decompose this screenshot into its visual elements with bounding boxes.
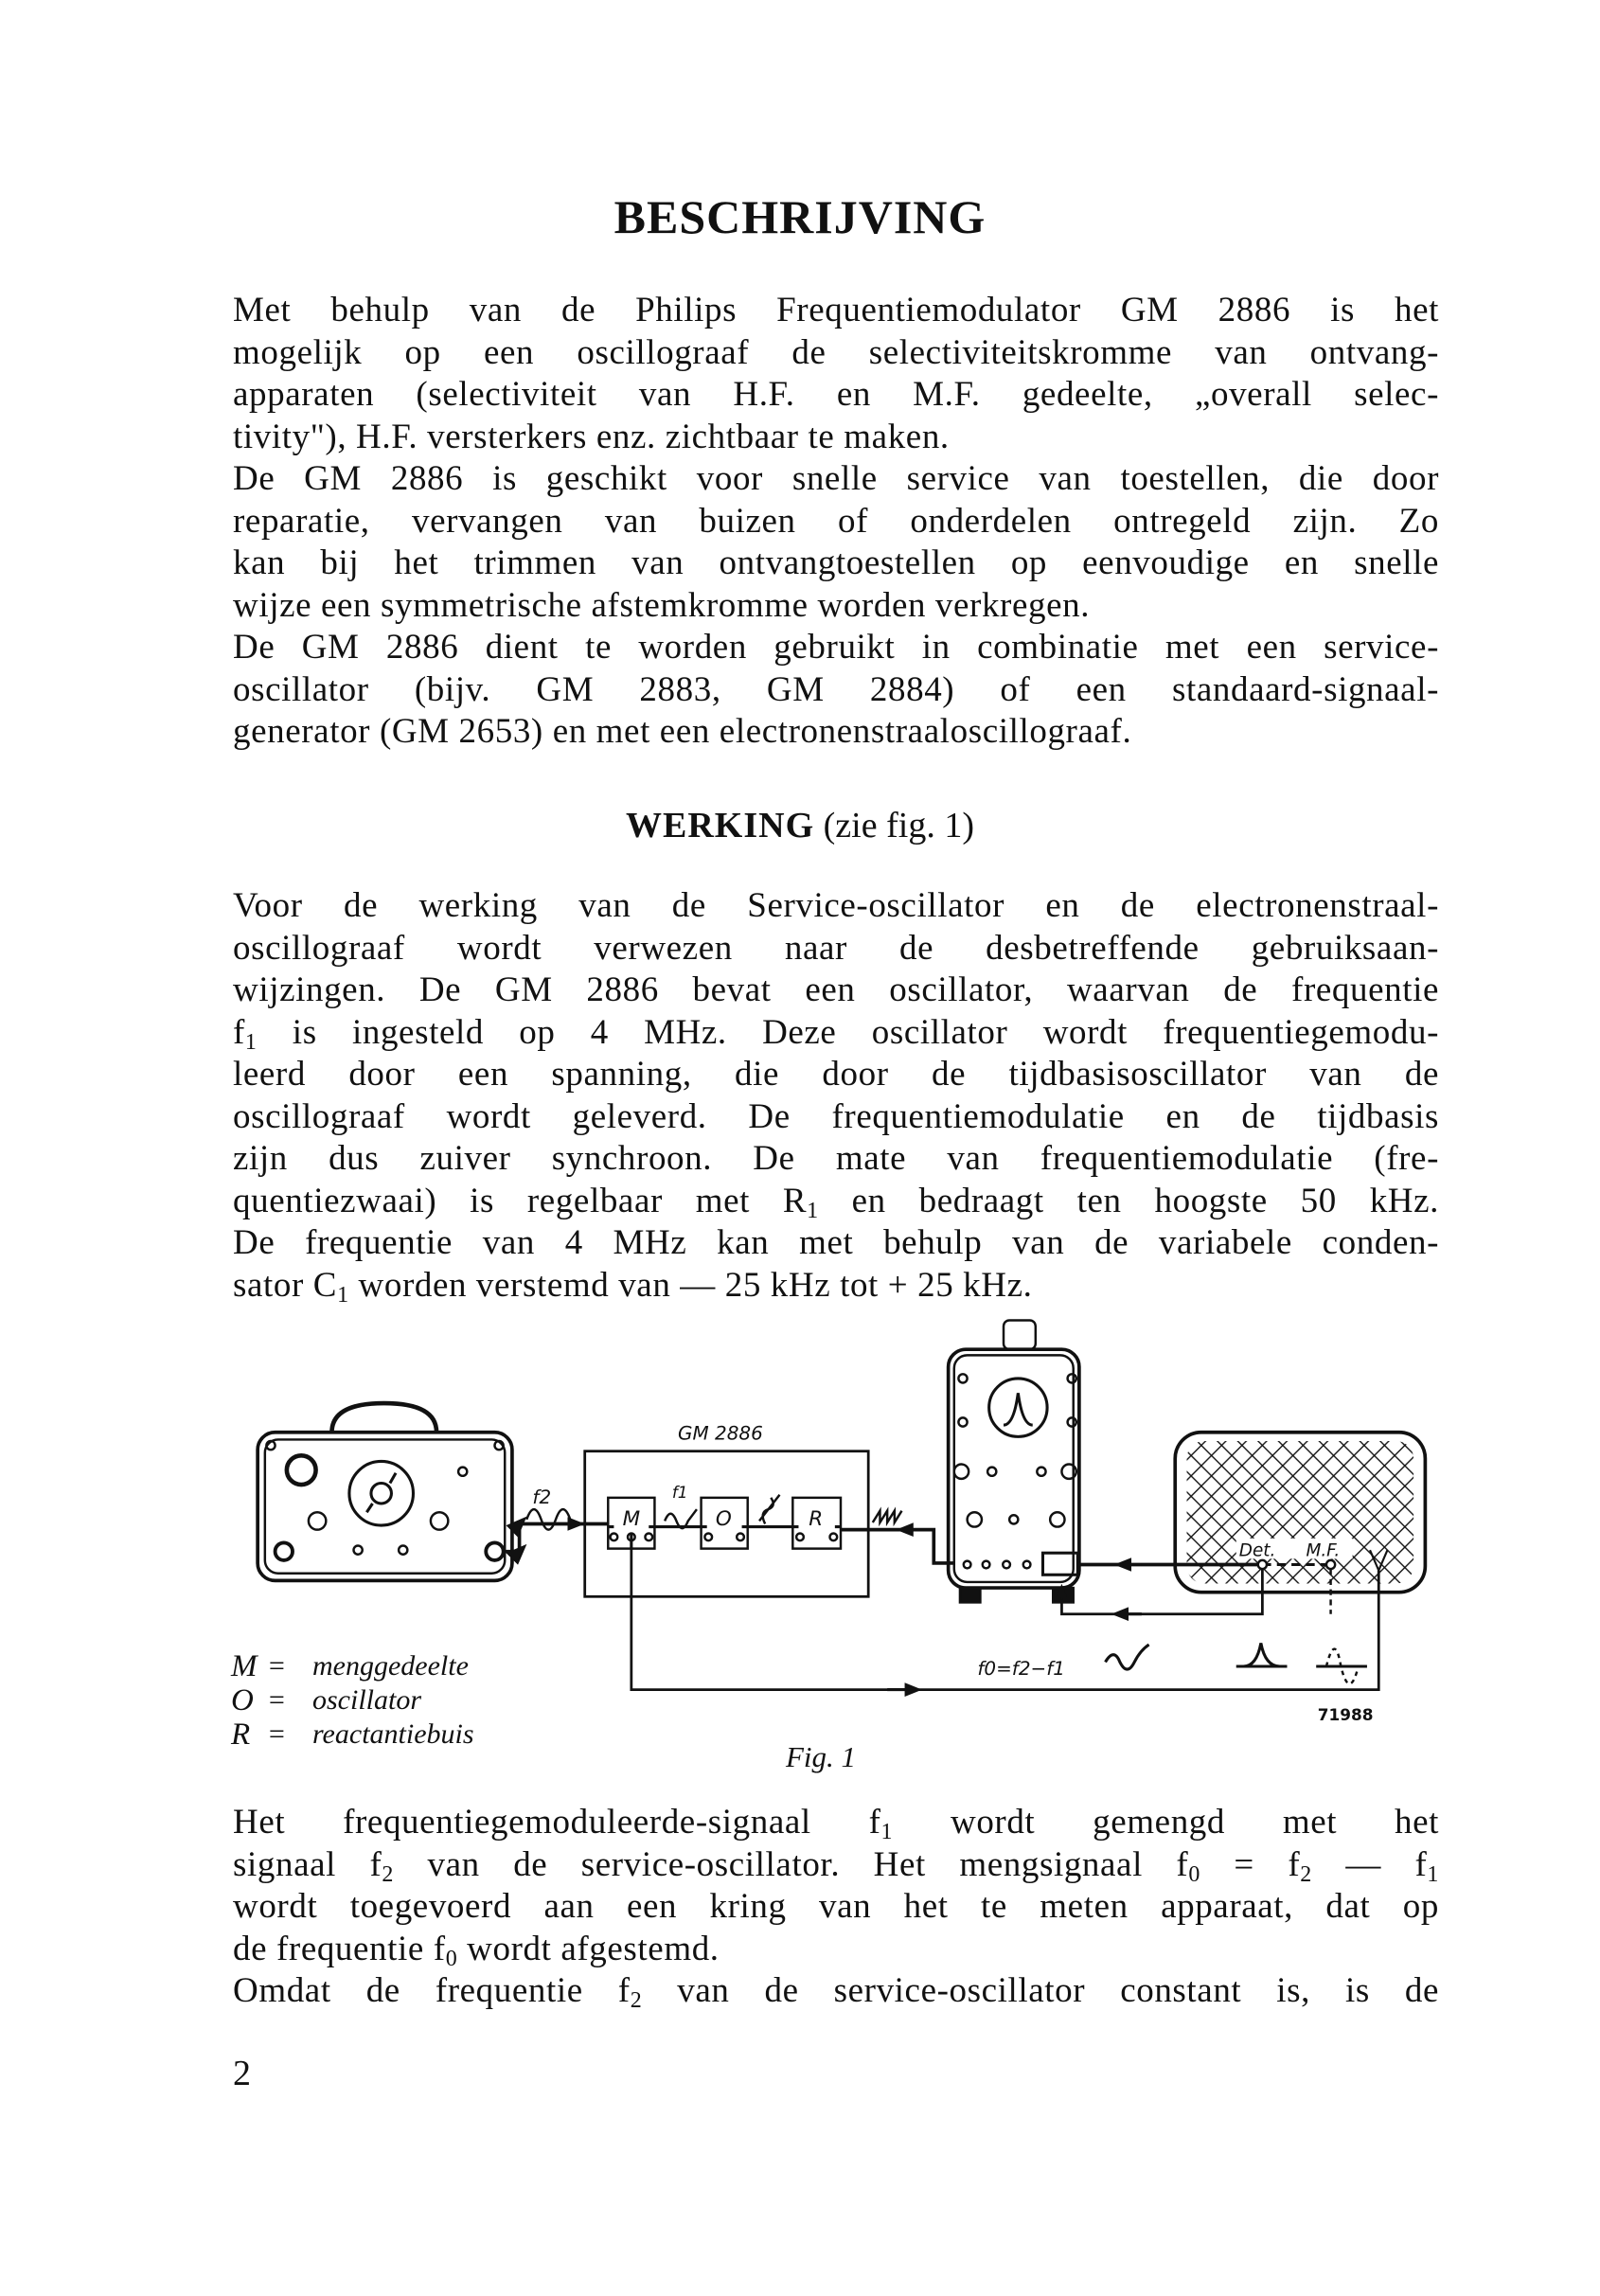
subscript: 1 <box>244 1029 258 1055</box>
text-line: oscillograaf wordt geleverd. De frequentiemodulatie en de tijdbasis <box>233 1096 1439 1136</box>
legend-key: M <box>231 1649 258 1683</box>
text-line: wijzingen. De GM 2886 bevat een oscillator, waarvan de frequentie <box>233 970 1439 1009</box>
heading-figure-ref: (zie fig. 1) <box>823 806 974 845</box>
mf-label: M.F. <box>1306 1540 1341 1561</box>
subscript: 2 <box>1300 1861 1312 1887</box>
legend-eq: = <box>267 1718 287 1750</box>
text-line: leerd door een spanning, die door de tijdbasisoscillator van de <box>233 1055 1439 1094</box>
text-line: oscillator (bijv. GM 2883, GM 2884) of een standaard-signaal- <box>233 669 1439 709</box>
page-title: BESCHRIJVING <box>613 190 987 243</box>
legend-item <box>231 1683 474 1718</box>
text-line: signaal $f_2$ van de service-oscillator. Het mengsignaal $f_0 = f_2$ — $f_1$ <box>233 1844 1439 1887</box>
f2-label: f2 <box>532 1485 552 1508</box>
page-number: 2 <box>233 2054 251 2093</box>
text-line: Het frequentiegemoduleerde-signaal $f_1$ wordt gemengd met het <box>233 1803 1439 1844</box>
text-line: wordt toegevoerd aan een kring van het te meten apparaat, dat op <box>233 1887 1439 1926</box>
legend-eq: = <box>267 1684 287 1716</box>
mixer-formula: f0=f2−f1 <box>977 1657 1065 1681</box>
oscilloscope-device <box>949 1320 1079 1602</box>
legend-eq: = <box>267 1650 287 1682</box>
sawtooth-icon <box>873 1511 902 1522</box>
text-line: sator $C_1$ worden verstemd van — 25 kHz tot + 25 kHz. <box>233 1265 1033 1308</box>
subscript: 1 <box>337 1282 349 1308</box>
sine-wave-icon <box>526 1509 570 1530</box>
block-mixer-label: M <box>622 1507 641 1532</box>
legend-value: reactantiebuis <box>312 1718 474 1750</box>
text-line: kan bij het trimmen van ontvangtoestellen op eenvoudige en snelle <box>233 543 1439 582</box>
subscript: 1 <box>1427 1861 1439 1887</box>
text-line: Voor de werking van de Service-oscillator en de electronenstraal- <box>233 886 1439 925</box>
text-line: reparatie, vervangen van buizen of onderdelen ontregeld zijn. Zo <box>233 501 1439 541</box>
service-oscillator-device <box>258 1403 512 1580</box>
legend-key: R <box>231 1718 251 1752</box>
figure-legend <box>231 1649 474 1752</box>
subscript: 1 <box>880 1820 894 1844</box>
sweep-wave-icon <box>1106 1645 1149 1669</box>
text-line: tivity"), H.F. versterkers enz. zichtbaar te maken. <box>233 417 950 456</box>
text-line: de frequentie $f_0$ wordt afgestemd. <box>233 1929 720 1971</box>
block-oscillator-label: O <box>715 1507 732 1532</box>
text-line: Omdat de frequentie $f_2$ van de service-oscillator constant is, is de <box>233 1971 1440 2013</box>
subscript: 0 <box>1188 1861 1200 1887</box>
subscript: 2 <box>382 1861 395 1887</box>
text-line: apparaten (selectiviteit van H.F. en M.F. gedeelte, „overall selec- <box>233 375 1439 414</box>
text-line: De GM 2886 dient te worden gebruikt in combinatie met een service- <box>233 628 1439 667</box>
text-line: quentiezwaai) is regelbaar met $R_1$ en bedraagt ten hoogste 50 kHz. <box>233 1181 1439 1223</box>
response-curve-icon <box>1236 1643 1288 1666</box>
subscript: 0 <box>445 1946 458 1971</box>
legend-key: O <box>231 1683 254 1718</box>
legend-item <box>231 1718 474 1752</box>
text-line: De GM 2886 is geschikt voor snelle service van toestellen, die door <box>233 459 1439 498</box>
text-line: De frequentie van 4 MHz kan met behulp van de variabele conden- <box>233 1223 1439 1262</box>
text-line: zijn dus zuiver synchroon. De mate van frequentiemodulatie (fre- <box>233 1139 1439 1178</box>
det-label: Det. <box>1238 1540 1276 1561</box>
figure-number: 71988 <box>1317 1704 1374 1724</box>
text-line: Met behulp van de Philips Frequentiemodulator GM 2886 is het <box>233 291 1439 329</box>
legend-item <box>231 1649 474 1683</box>
text-line: wijze een symmetrische afstemkromme worden verkregen. <box>233 585 1091 625</box>
paragraph-mixing <box>233 1802 1439 2013</box>
text-line: oscillograaf wordt verwezen naar de desbetreffende gebruiksaan- <box>233 928 1439 968</box>
legend-value: oscillator <box>312 1684 422 1716</box>
gm2886-unit <box>585 1421 868 1596</box>
figure-caption: Fig. 1 <box>786 1740 857 1773</box>
receiver-under-test <box>1175 1433 1425 1593</box>
block-reactance-label: R <box>809 1507 824 1532</box>
legend-value: menggedeelte <box>312 1650 469 1682</box>
f1-label: f1 <box>671 1482 688 1502</box>
text-line: generator (GM 2653) en met een electronenstraaloscillograaf. <box>233 712 1132 751</box>
heading-text: WERKING <box>626 806 815 845</box>
text-line: $f_1$ is ingesteld op 4 MHz. Deze oscillator wordt frequentiegemodu- <box>233 1012 1439 1055</box>
gm2886-label: GM 2886 <box>677 1421 763 1445</box>
variable-resistor-icon <box>759 1495 780 1524</box>
text-line: mogelijk op een oscillograaf de selectiviteitskromme van ontvang- <box>233 332 1439 372</box>
subscript: 1 <box>807 1198 819 1223</box>
subscript: 2 <box>630 1988 643 2013</box>
